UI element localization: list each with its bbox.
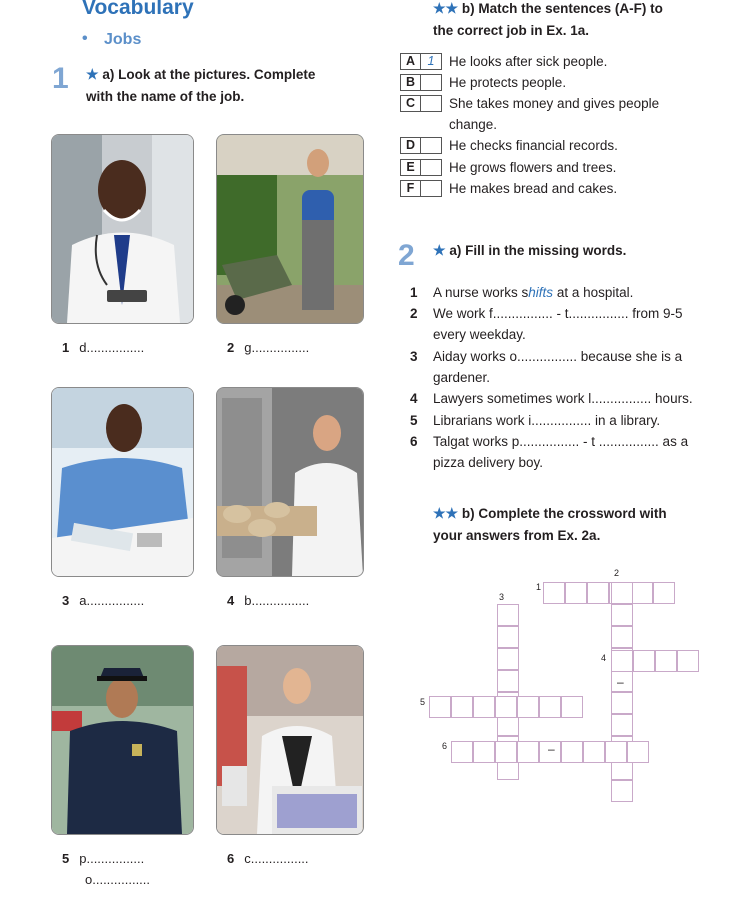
crossword-cell[interactable] bbox=[587, 582, 609, 604]
crossword-cell[interactable] bbox=[677, 650, 699, 672]
caption-3: 3 a................ bbox=[62, 593, 145, 608]
crossword-cell[interactable] bbox=[517, 696, 539, 718]
crossword-cell[interactable] bbox=[611, 780, 633, 802]
instruction-line-1: a) Look at the pictures. Complete bbox=[102, 67, 316, 82]
crossword-cell[interactable] bbox=[497, 604, 519, 626]
crossword-cell[interactable] bbox=[517, 741, 539, 763]
two-stars-icon: ★★ bbox=[433, 0, 459, 16]
clue-number-3: 3 bbox=[499, 592, 505, 602]
clue-number-4: 4 bbox=[601, 653, 607, 663]
caption-1: 1 d................ bbox=[62, 340, 145, 355]
crossword-cell[interactable] bbox=[451, 696, 473, 718]
exercise-2a-instruction: ★ a) Fill in the missing words. bbox=[433, 242, 627, 258]
crossword-cell[interactable] bbox=[611, 626, 633, 648]
clue-number-1: 1 bbox=[536, 582, 542, 592]
crossword-cell[interactable] bbox=[497, 648, 519, 670]
clue-number-6: 6 bbox=[442, 741, 448, 751]
answer-box-a[interactable]: 1 bbox=[420, 53, 442, 70]
crossword-cell[interactable] bbox=[495, 696, 517, 718]
two-stars-icon: ★★ bbox=[433, 505, 459, 521]
crossword-cell[interactable] bbox=[611, 650, 633, 672]
clue-number-2: 2 bbox=[614, 568, 620, 578]
crossword-cell[interactable] bbox=[611, 692, 633, 714]
page-subtitle: Jobs bbox=[104, 31, 142, 48]
star-icon: ★ bbox=[86, 66, 99, 82]
crossword-cell[interactable] bbox=[495, 741, 517, 763]
crossword-cell[interactable] bbox=[473, 741, 495, 763]
star-icon: ★ bbox=[433, 242, 446, 258]
crossword-cell[interactable] bbox=[653, 582, 675, 604]
crossword-cell[interactable] bbox=[539, 696, 561, 718]
crossword-cell[interactable] bbox=[627, 741, 649, 763]
caption-2: 2 g................ bbox=[227, 340, 310, 355]
crossword-cell[interactable] bbox=[543, 582, 565, 604]
exercise-2-number: 2 bbox=[398, 239, 415, 272]
crossword-cell[interactable] bbox=[655, 650, 677, 672]
crossword-cell[interactable] bbox=[451, 741, 473, 763]
clue-number-5: 5 bbox=[420, 697, 426, 707]
handwritten-answer: hifts bbox=[528, 285, 554, 300]
crossword-cell[interactable] bbox=[611, 714, 633, 736]
crossword-cell[interactable] bbox=[561, 741, 583, 763]
bullet-icon: • bbox=[82, 30, 88, 47]
crossword-cell[interactable] bbox=[561, 696, 583, 718]
crossword-cell[interactable] bbox=[429, 696, 451, 718]
caption-5: 5 p................ bbox=[62, 851, 145, 866]
crossword-cell[interactable] bbox=[611, 582, 633, 604]
crossword-cell[interactable] bbox=[497, 626, 519, 648]
caption-5-second-word: o................ bbox=[85, 872, 151, 887]
exercise-1-number: 1 bbox=[52, 62, 69, 95]
crossword-cell[interactable] bbox=[611, 604, 633, 626]
crossword-cell[interactable] bbox=[633, 650, 655, 672]
crossword-dash-2: – bbox=[548, 742, 555, 756]
crossword-cell[interactable] bbox=[583, 741, 605, 763]
crossword-cell[interactable] bbox=[605, 741, 627, 763]
exercise-2b-instruction: ★★ b) Complete the crossword with your answers from Ex. 2a. bbox=[433, 505, 667, 543]
match-row-c-cont: change. bbox=[449, 117, 498, 132]
crossword-dash-1: – bbox=[617, 675, 624, 689]
page-title: Vocabulary bbox=[82, 0, 194, 19]
crossword-cell[interactable] bbox=[565, 582, 587, 604]
instruction-line-2: with the name of the job. bbox=[86, 89, 245, 104]
crossword-cell[interactable] bbox=[473, 696, 495, 718]
caption-6: 6 c................ bbox=[227, 851, 309, 866]
caption-4: 4 b................ bbox=[227, 593, 310, 608]
crossword-cell[interactable] bbox=[497, 670, 519, 692]
exercise-1b-instruction: ★★ b) Match the sentences (A-F) to the correct job in Ex. 1a. bbox=[433, 0, 663, 38]
crossword-cell[interactable] bbox=[631, 582, 653, 604]
